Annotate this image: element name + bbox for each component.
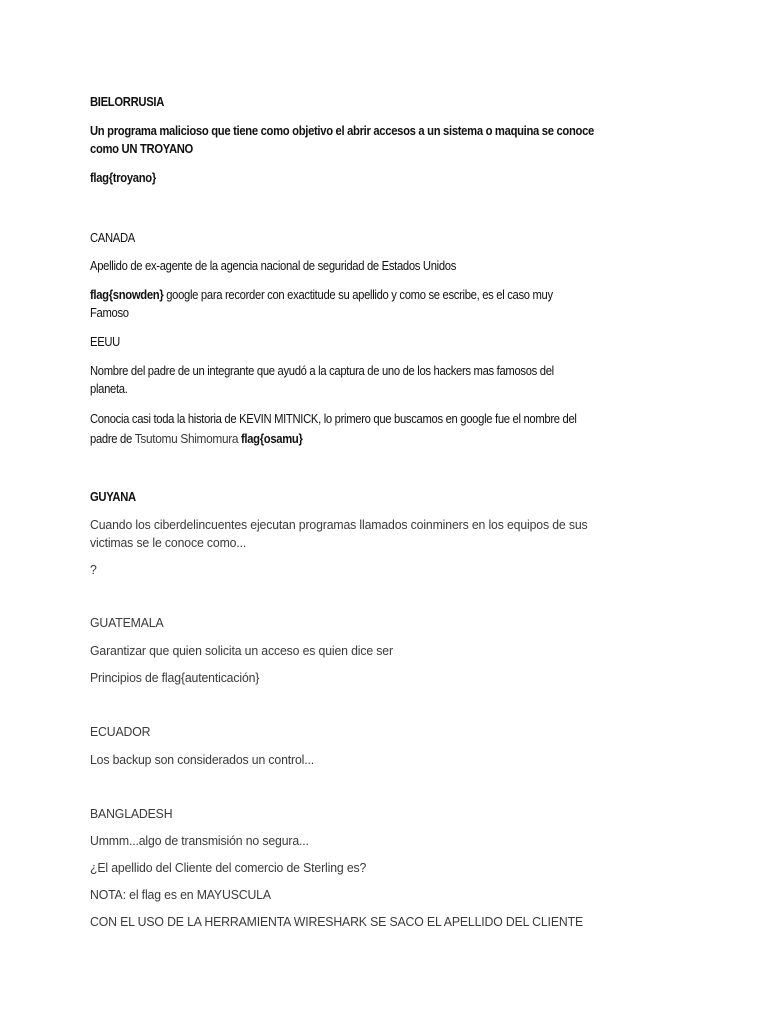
text-bangladesh-line4: CON EL USO DE LA HERRAMIENTA WIRESHARK SE SACO EL APELLIDO DEL CLIENTE — [90, 914, 583, 929]
question-eeuu-line1: Nombre del padre de un integrante que ayudó a la captura de uno de los hackers mas famosos del — [90, 364, 554, 378]
question-ecuador: Los backup son considerados un control... — [90, 752, 315, 767]
answer-guyana: ? — [90, 562, 97, 577]
answer-eeuu-line1: Conocia casi toda la historia de KEVIN MITNICK, lo primero que buscamos en google fue el nombre del — [90, 412, 577, 426]
heading-bielorrusia: BIELORRUSIA — [90, 95, 165, 109]
answer-eeuu-prefix: padre de — [90, 432, 135, 446]
text-bangladesh-line3: NOTA: el flag es en MAYUSCULA — [90, 887, 271, 902]
flag-canada: flag{snowden} — [90, 288, 164, 302]
text-bangladesh-line2: ¿El apellido del Cliente del comercio de Sterling es? — [90, 860, 367, 875]
question-bielorrusia-line1: Un programa malicioso que tiene como objetivo el abrir accesos a un sistema o maquina se conoce — [90, 124, 594, 138]
note-canada: google para recorder con exactitude su apellido y como se escribe, es el caso muy — [163, 288, 553, 302]
flag-bielorrusia: flag{troyano} — [90, 171, 156, 185]
answer-eeuu-name: Tsutomu Shimomura — [134, 431, 239, 446]
text-bangladesh-line1: Ummm...algo de transmisión no segura... — [90, 833, 309, 848]
flag-eeuu: flag{osamu} — [241, 432, 303, 446]
heading-ecuador: ECUADOR — [90, 724, 151, 739]
answer-canada-line2: Famoso — [90, 306, 129, 320]
question-guyana-line1: Cuando los ciberdelincuentes ejecutan programas llamados coinminers en los equipos de sus — [90, 517, 588, 532]
question-canada: Apellido de ex-agente de la agencia nacional de seguridad de Estados Unidos — [90, 259, 457, 273]
question-eeuu-line2: planeta. — [90, 382, 128, 396]
question-bielorrusia-line2: como UN TROYANO — [90, 142, 194, 156]
question-guatemala: Garantizar que quien solicita un acceso es quien dice ser — [90, 643, 393, 658]
heading-eeuu: EEUU — [90, 335, 121, 349]
answer-guatemala: Principios de flag{autenticación} — [90, 670, 260, 685]
heading-guatemala: GUATEMALA — [90, 615, 164, 630]
heading-canada: CANADA — [90, 231, 135, 245]
answer-eeuu-line2 — [90, 431, 621, 446]
answer-canada-line1 — [90, 288, 621, 302]
heading-bangladesh: BANGLADESH — [90, 806, 173, 821]
question-guyana-line2: victimas se le conoce como... — [90, 535, 247, 550]
heading-guyana: GUYANA — [90, 490, 136, 504]
